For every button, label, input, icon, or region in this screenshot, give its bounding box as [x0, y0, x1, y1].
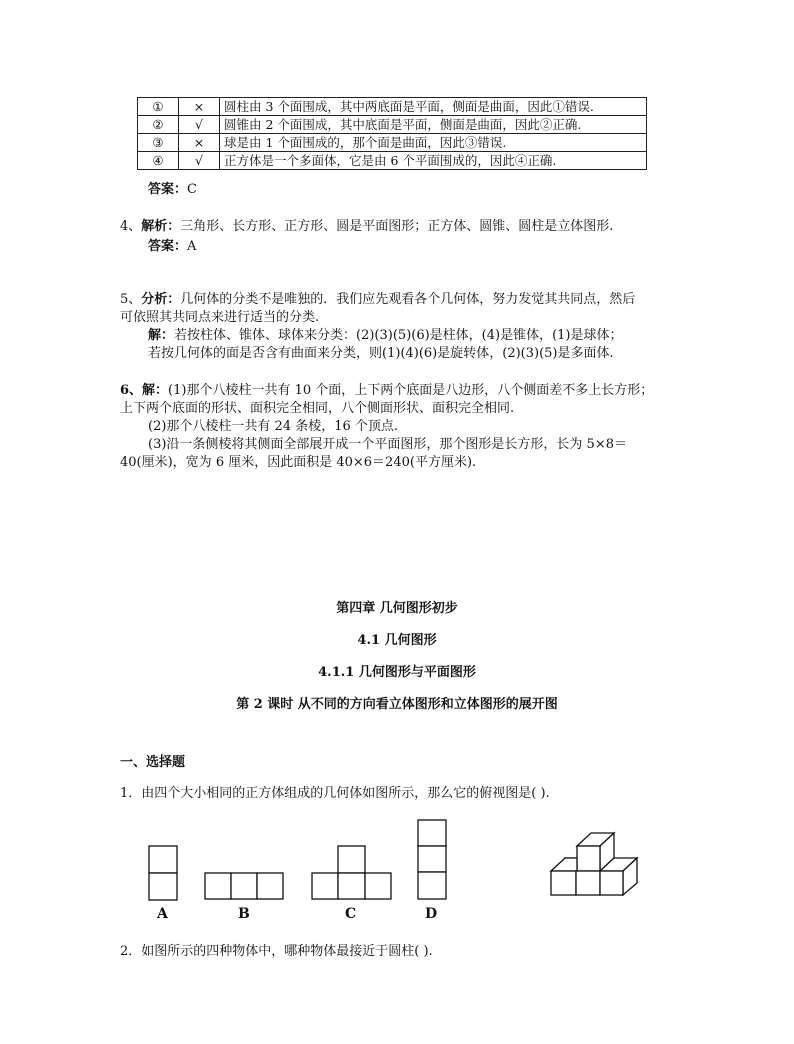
q4-text: 三角形、长方形、正方形、圆是平面图形；正方体、圆锥、圆柱是立体图形.: [180, 219, 614, 234]
question-1-figures: [0, 810, 794, 930]
q5-label: 分析：: [141, 292, 181, 307]
row-mark: ×: [179, 98, 220, 116]
q4-label: 解析：: [141, 219, 181, 234]
answer-value: A: [187, 239, 197, 254]
answer-label: 答案：: [148, 182, 188, 197]
answer-label: 答案：: [148, 239, 188, 254]
row-number: ①: [138, 98, 179, 116]
row-reason: 球是由 1 个面围成的，那个面是曲面，因此③错误.: [220, 134, 647, 152]
row-reason: 正方体是一个多面体，它是由 6 个平面围成的，因此④正确.: [220, 152, 647, 170]
cube-assembly-figure: [551, 833, 637, 895]
row-mark: ×: [179, 134, 220, 152]
option-a-figure: [149, 846, 177, 900]
part-title: 一、选择题: [120, 755, 186, 770]
question-number: 2．: [120, 944, 142, 959]
row-number: ④: [138, 152, 179, 170]
question-text: 由四个大小相同的正方体组成的几何体如图所示，那么它的俯视图是( ).: [141, 786, 550, 801]
q5-line3: 若按柱体、锥体、球体来分类：(2)(3)(5)(6)是柱体，(4)是锥体，(1)是球体；: [174, 328, 623, 343]
q5-line1: 几何体的分类不是唯独的．我们应先观看各个几何体，努力发觉其共同点，然后: [180, 292, 636, 307]
row-reason: 圆锥由 2 个面围成，其中底面是平面，侧面是曲面，因此②正确.: [220, 116, 647, 134]
q4-analysis: [120, 218, 613, 236]
answer-line-q3: [148, 181, 197, 199]
q6-line1: (1)那个八棱柱一共有 10 个面，上下两个底面是八边形，八个侧面差不多上长方形；: [168, 383, 654, 398]
option-d-label: D: [425, 906, 438, 922]
table-row: [138, 152, 647, 170]
option-b-label: B: [238, 906, 250, 922]
q6-line5: 40(厘米)，宽为 6 厘米，因此面积是 40×6＝240(平方厘米).: [120, 455, 477, 470]
option-c-label: C: [345, 906, 357, 922]
row-number: ②: [138, 116, 179, 134]
q6-solution: [120, 382, 653, 400]
question-1: [120, 785, 550, 803]
q6-line2: 上下两个底面的形状、面积完全相同，八个侧面形状、面积完全相同.: [120, 401, 515, 416]
q6-line4: (3)沿一条侧棱将其侧面全部展开成一个平面图形，那个图形是长方形，长为 5×8＝: [148, 437, 627, 452]
option-c-figure: [312, 846, 391, 899]
answer-value: C: [187, 182, 197, 197]
q6-line3: (2)那个八棱柱一共有 24 条棱，16 个顶点.: [148, 419, 399, 434]
option-a-label: A: [157, 906, 168, 922]
row-reason: 圆柱由 3 个面围成，其中两底面是平面，侧面是曲面，因此①错误.: [220, 98, 647, 116]
q5-analysis: [120, 291, 635, 309]
answer-line-q4: [148, 238, 196, 256]
row-mark: √: [179, 152, 220, 170]
question-text: 如图所示的四种物体中，哪种物体最接近于圆柱( ).: [141, 944, 433, 959]
table-row: [138, 98, 647, 116]
question-2: [120, 943, 433, 961]
judgement-table: [137, 97, 647, 170]
q4-number: 4、: [120, 219, 142, 234]
q6-label: 6、解：: [120, 383, 169, 398]
option-b-figure: [205, 873, 283, 899]
q5-solution: [148, 327, 623, 345]
question-number: 1．: [120, 786, 142, 801]
option-d-figure: [418, 820, 446, 899]
q5-solution-label: 解：: [148, 328, 175, 343]
section-title: 4.1 几何图形: [357, 633, 437, 648]
q5-number: 5、: [120, 292, 142, 307]
q5-line2: 可依照其共同点来进行适当的分类.: [120, 310, 320, 325]
subsection-title: 4.1.1 几何图形与平面图形: [318, 665, 476, 680]
q5-line4: 若按几何体的面是否含有曲面来分类，则(1)(4)(6)是旋转体，(2)(3)(5)是多面体.: [148, 346, 614, 361]
row-mark: √: [179, 116, 220, 134]
table-row: [138, 134, 647, 152]
table-row: [138, 116, 647, 134]
row-number: ③: [138, 134, 179, 152]
chapter-title: 第四章 几何图形初步: [336, 601, 458, 616]
lesson-title: 第 2 课时 从不同的方向看立体图形和立体图形的展开图: [236, 697, 558, 712]
